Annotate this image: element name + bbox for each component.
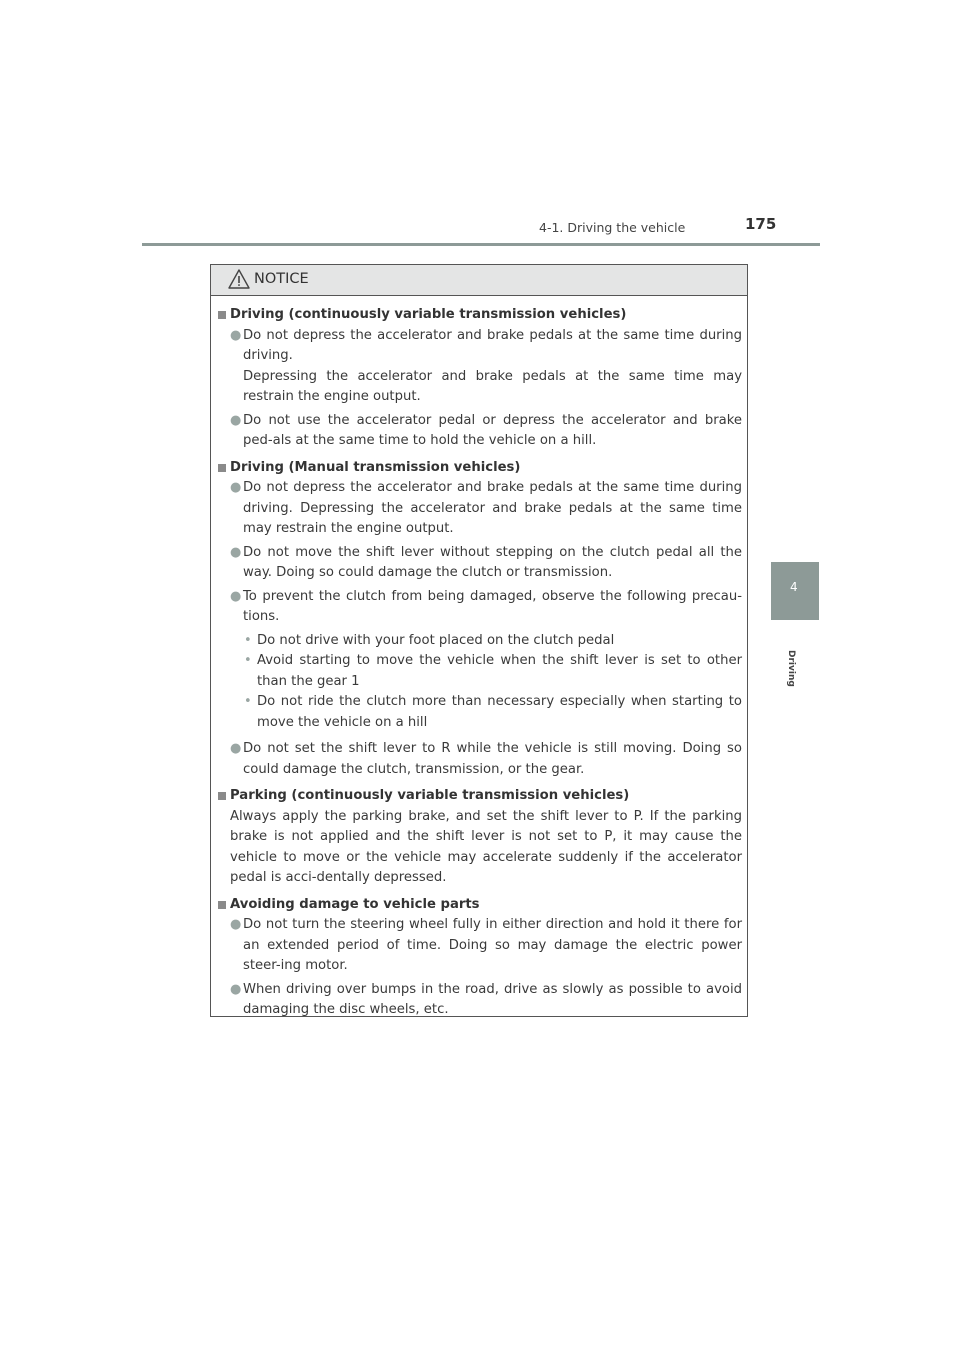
chapter-tab — [771, 562, 819, 620]
small-dot-icon: • — [244, 632, 252, 648]
square-bullet-icon — [218, 901, 226, 909]
list-item: ● Do not depress the accelerator and brake pedals at the same time during driving. Depressing the accelerator and brake pedals at the same time may restrain the engine output. — [230, 478, 742, 540]
sub-list-item: • Do not ride the clutch more than necessary especially when starting to move the vehicle on a hill — [244, 692, 742, 733]
notice-box — [210, 264, 748, 1017]
circle-bullet-icon: ● — [230, 544, 242, 560]
circle-bullet-icon: ● — [230, 480, 242, 495]
section-heading: Driving (continuously variable transmission vehicles) — [218, 305, 742, 326]
small-dot-icon: • — [244, 653, 252, 668]
list-item: ● Do not set the shift lever to R while the vehicle is still moving. Doing so could damage the clutch, transmission, or the gear. — [230, 739, 742, 780]
section-vehicle-parts — [218, 895, 742, 1021]
sub-list-item: • Avoid starting to move the vehicle when the shift lever is set to other than the gear 1 — [244, 651, 742, 692]
circle-bullet-icon: ● — [230, 917, 242, 932]
list-item: ● To prevent the clutch from being damaged, observe the following precau-tions. — [230, 587, 742, 628]
small-dot-icon: • — [244, 694, 252, 709]
circle-bullet-icon: ● — [230, 588, 242, 604]
chapter-label: Driving — [786, 650, 796, 687]
circle-bullet-icon: ● — [230, 741, 242, 756]
section-heading: Driving (Manual transmission vehicles) — [218, 458, 742, 479]
circle-bullet-icon: ● — [230, 327, 242, 343]
section-cvt-parking — [218, 786, 742, 889]
list-item: ● Do not use the accelerator pedal or depress the accelerator and brake ped-als at the same time to hold the vehicle on a hill. — [230, 411, 742, 452]
section-cvt-driving — [218, 305, 742, 452]
square-bullet-icon — [218, 311, 226, 319]
circle-bullet-icon: ● — [230, 412, 242, 428]
list-item: ● Do not move the shift lever without stepping on the clutch pedal all the way. Doing so could damage the clutch or transmission. — [230, 543, 742, 584]
notice-header — [211, 265, 747, 296]
section-heading: Parking (continuously variable transmission vehicles) — [218, 786, 742, 807]
notice-body — [211, 296, 747, 1021]
section-manual-driving — [218, 458, 742, 781]
circle-bullet-icon: ● — [230, 981, 242, 997]
list-item: ● Do not depress the accelerator and brake pedals at the same time during driving. Depressing the accelerator and brake pedals at the same time may restrain the engine output. — [230, 326, 742, 408]
list-item: ● Do not turn the steering wheel fully in either direction and hold it there for an extended period of time. Doing so may damage the electric power steer-ing motor. — [230, 915, 742, 977]
warning-icon — [228, 269, 250, 289]
list-item: ● When driving over bumps in the road, drive as slowly as possible to avoid damaging the disc wheels, etc. — [230, 980, 742, 1021]
chapter-number: 4 — [790, 580, 798, 594]
header-section-title: 4-1. Driving the vehicle — [539, 220, 686, 235]
square-bullet-icon — [218, 792, 226, 800]
square-bullet-icon — [218, 464, 226, 472]
header-divider — [142, 243, 820, 246]
page-number: 175 — [745, 215, 777, 233]
section-heading: Avoiding damage to vehicle parts — [218, 895, 742, 916]
section-paragraph: Always apply the parking brake, and set the shift lever to P. If the parking brake is not applied and the shift lever is not set to P, it may cause the vehicle to move or the vehicle may accelerate suddenly if the accelerator pedal is acci-dentally depressed. — [230, 808, 742, 885]
notice-title: NOTICE — [254, 271, 309, 287]
sub-list-item: • Do not drive with your foot placed on the clutch pedal — [244, 631, 742, 652]
